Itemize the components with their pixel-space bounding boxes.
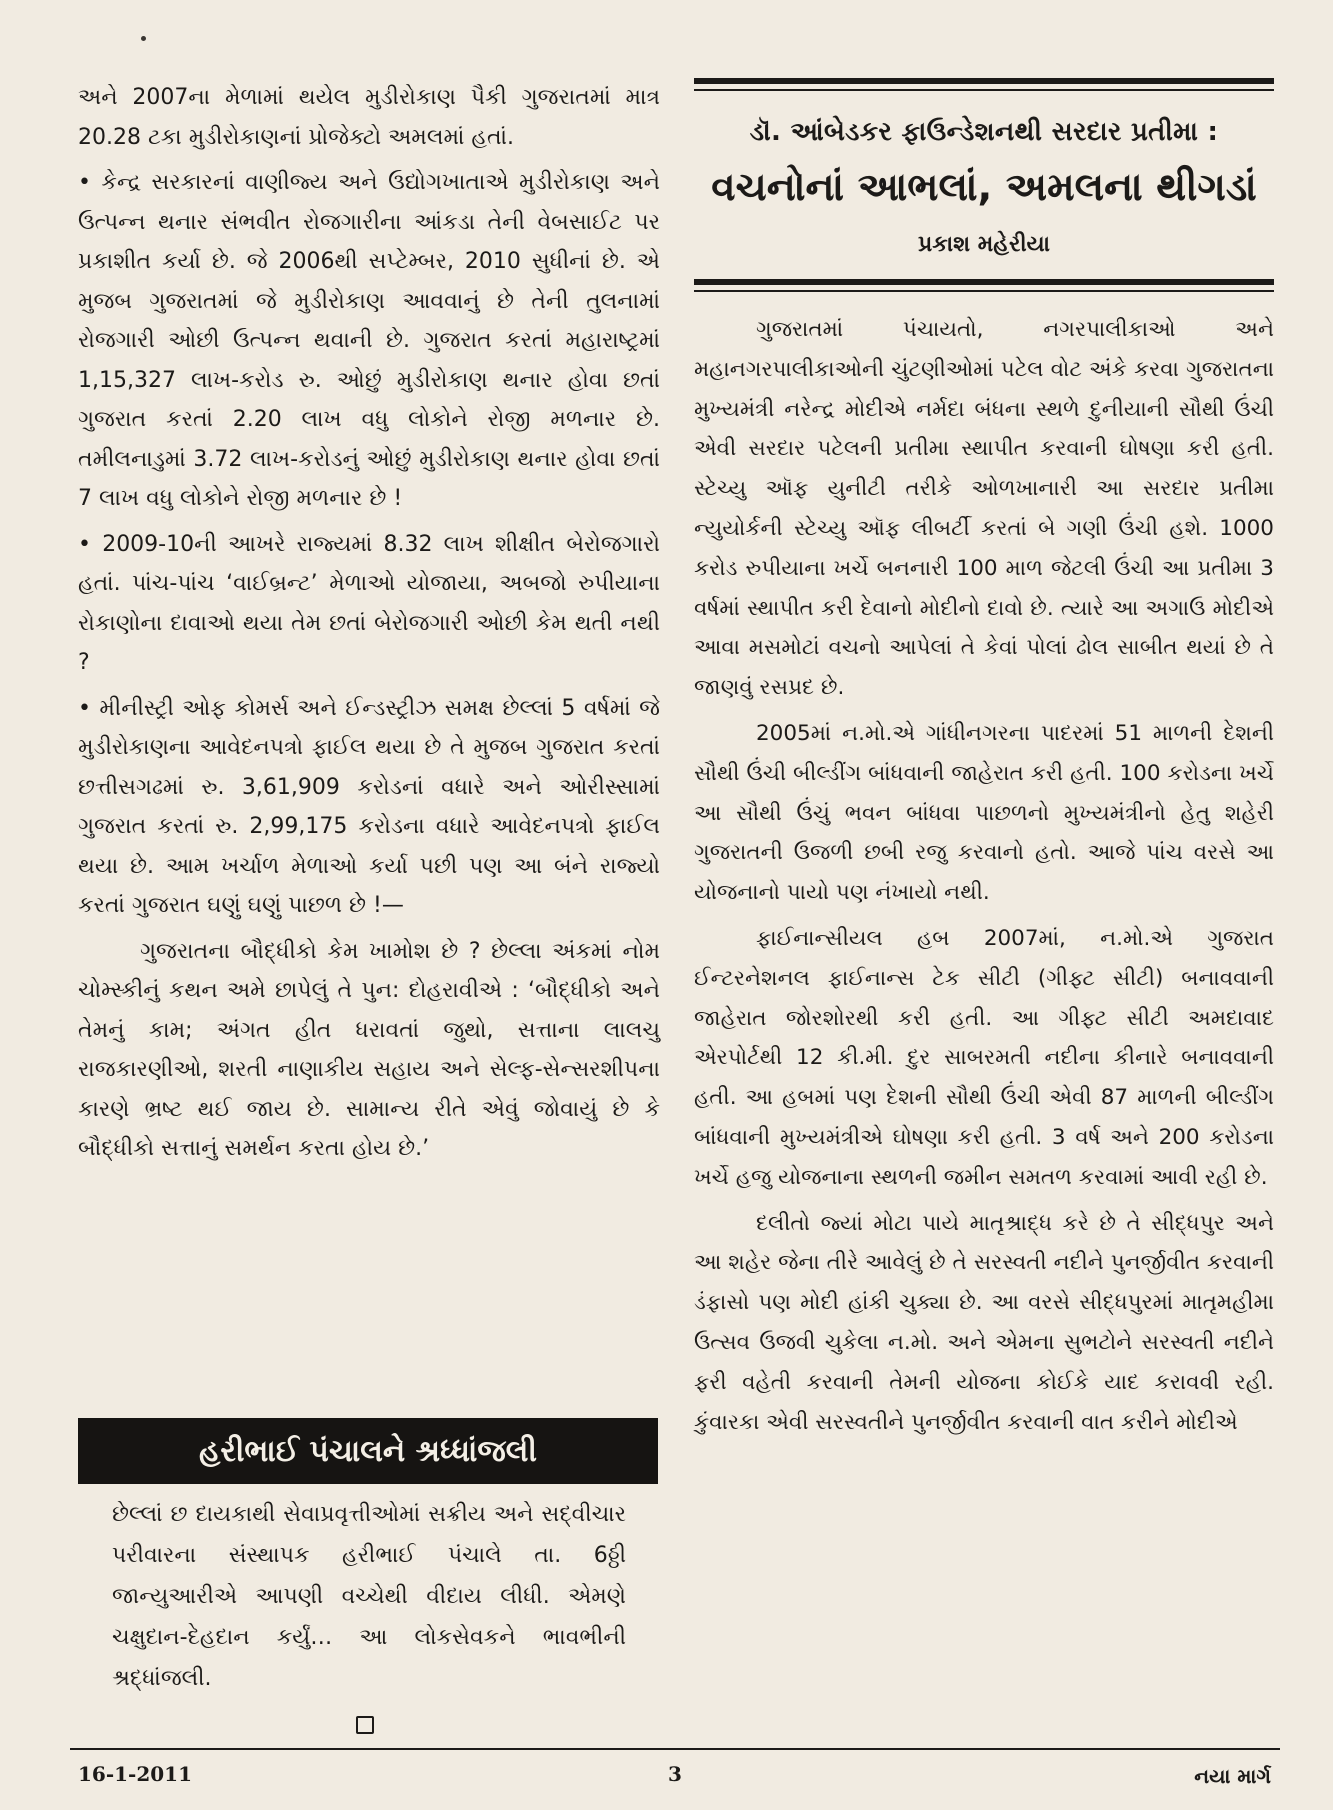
- top-rule-thick: [694, 78, 1274, 84]
- end-mark-icon: [356, 1716, 374, 1734]
- article-column: [694, 78, 1274, 1448]
- byline-rule-thick: [694, 279, 1274, 285]
- byline-rule-thin: [694, 290, 1274, 292]
- top-rule-thin: [694, 89, 1274, 91]
- footer-date: 16-1-2011: [78, 1762, 193, 1786]
- print-speck: [141, 36, 146, 41]
- article-kicker: ડૉ. આંબેડકર ફાઉન્ડેશનથી સરદાર પ્રતીમા :: [749, 117, 1219, 147]
- tribute-text: છેલ્લાં છ દાયકાથી સેવાપ્રવૃત્તીઓમાં સક્રીય અને સદ્‌વીચાર પરીવારના સંસ્થાપક હરીભાઈ પંચાલે તા. 6ઠ્ઠી જાન્યુઆરીએ આપણી વચ્ચેથી વીદાય લીધી. એમણે ચક્ષુદાન-દેહદાન કર્યું… આ લોકસેવકને ભાવભીની શ્રદ્ધાંજલી.: [112, 1502, 626, 1691]
- tribute-text-block: [112, 1494, 626, 1699]
- article-paragraph-1: ગુજરાતમાં પંચાયતો, નગરપાલીકાઓ અને મહાનગરપાલીકાઓની ચુંટણીઓમાં પટેલ વોટ અંકે કરવા ગુજરાતના મુખ્યમંત્રી નરેન્દ્ર મોદીએ નર્મદા બંધના સ્થળે દુનીયાની સૌથી ઉંચી એવી સરદાર પટેલની પ્રતીમા સ્થાપીત કરવાની ઘોષણા કરી હતી. સ્ટેચ્યુ ઑફ યુનીટી તરીકે ઓળખાનારી આ સરદાર પ્રતીમા ન્યુયોર્કની સ્ટેચ્યુ ઑફ લીબર્ટી કરતાં બે ગણી ઉંચી હશે. 1000 કરોડ રુપીયાના ખર્ચે બનનારી 100 માળ જેટલી ઉંચી આ પ્રતીમા 3 વર્ષમાં સ્થાપીત કરી દેવાનો મોદીનો દાવો છે. ત્યારે આ અગાઉ મોદીએ આવા મસમોટાં વચનો આપેલાં તે કેવાં પોલાં ઢોલ સાબીત થયાં છે તે જાણવું રસપ્રદ છે.: [694, 317, 1274, 701]
- left-paragraph-5: ગુજરાતના બૌદ્ધીકો કેમ ખામોશ છે ? છેલ્લા અંકમાં નોમ ચોમ્સ્કીનું કથન અમે છાપેલું તે પુન: દોહરાવીએ : ‘બૌદ્ધીકો અને તેમનું કામ; અંગત હીત ધરાવતાં જુથો, સત્તાના લાલચુ રાજકારણીઓ, શરતી નાણાકીય સહાય અને સેલ્ફ-સેન્સરશીપના કારણે ભ્રષ્ટ થઈ જાય છે. સામાન્ય રીતે એવું જોવાયું છે કે બૌદ્ધીકો સત્તાનું સમર્થન કરતા હોય છે.’: [78, 938, 660, 1161]
- article-paragraph-2: 2005માં ન.મો.એ ગાંધીનગરના પાદરમાં 51 માળની દેશની સૌથી ઉંચી બીલ્ડીંગ બાંધવાની જાહેરાત કરી હતી. 100 કરોડના ખર્ચે આ સૌથી ઉંચું ભવન બાંધવા પાછળનો મુખ્યમંત્રીનો હેતુ શહેરી ગુજરાતની ઉજળી છબી રજુ કરવાનો હતો. આજે પાંચ વરસે આ યોજનાનો પાયો પણ નંખાયો નથી.: [694, 720, 1274, 906]
- article-paragraph-3: ફાઈનાન્સીયલ હબ 2007માં, ન.મો.એ ગુજરાત ઈન્ટરનેશનલ ફાઈનાન્સ ટેક સીટી (ગીફ્ટ સીટી) બનાવવાની જાહેરાત જોરશોરથી કરી હતી. આ ગીફ્ટ સીટી અમદાવાદ એરપોર્ટથી 12 કી.મી. દુર સાબરમતી નદીના કીનારે બનાવવાની હતી. આ હબમાં પણ દેશની સૌથી ઉંચી એવી 87 માળની બીલ્ડીંગ બાંધવાની મુખ્યમંત્રીએ ઘોષણા કરી હતી. 3 વર્ષ અને 200 કરોડના ખર્ચે હજુ યોજનાના સ્થળની જમીન સમતળ કરવામાં આવી રહી છે.: [694, 925, 1274, 1190]
- left-paragraph-3: • 2009-10ની આખરે રાજ્યમાં 8.32 લાખ શીક્ષીત બેરોજગારો હતાં. પાંચ-પાંચ ‘વાઈબ્રન્ટ’ મેળાઓ યોજાયા, અબજો રુપીયાના રોકાણોના દાવાઓ થયા તેમ છતાં બેરોજગારી ઓછી કેમ થતી નથી ?: [78, 531, 660, 675]
- article-body: [694, 310, 1274, 1442]
- left-paragraph-1: અને 2007ના મેળામાં થયેલ મુડીરોકાણ પૈકી ગુજરાતમાં માત્ર 20.28 ટકા મુડીરોકાણનાં પ્રોજેક્ટો અમલમાં હતાં.: [78, 85, 660, 150]
- left-paragraph-2: • કેન્દ્ર સરકારનાં વાણીજ્ય અને ઉદ્યોગખાતાએ મુડીરોકાણ અને ઉત્પન્ન થનાર સંભવીત રોજગારીના આંકડા તેની વેબસાઈટ પર પ્રકાશીત કર્યા છે. જે 2006થી સપ્ટેમ્બર, 2010 સુધીનાં છે. એ મુજબ ગુજરાતમાં જે મુડીરોકાણ આવવાનું છે તેની તુલનામાં રોજગારી ઓછી ઉત્પન્ન થવાની છે. ગુજરાત કરતાં મહારાષ્ટ્રમાં 1,15,327 લાખ-કરોડ રુ. ઓછું મુડીરોકાણ થનાર હોવા છતાં ગુજરાત કરતાં 2.20 લાખ વધુ લોકોને રોજી મળનાર છે. તમીલનાડુમાં 3.72 લાખ-કરોડનું ઓછું મુડીરોકાણ થનાર હોવા છતાં 7 લાખ વધુ લોકોને રોજી મળનાર છે !: [78, 170, 660, 511]
- page-number: 3: [668, 1762, 682, 1786]
- left-paragraph-4: • મીનીસ્ટ્રી ઓફ કોમર્સ અને ઈન્ડસ્ટ્રીઝ સમક્ષ છેલ્લાં 5 વર્ષમાં જે મુડીરોકાણના આવેદનપત્રો ફાઈલ થયા છે તે મુજબ ગુજરાત કરતાં છત્તીસગઢમાં રુ. 3,61,909 કરોડનાં વધારે અને ઓરીસ્સામાં ગુજરાત કરતાં રુ. 2,99,175 કરોડના વધારે આવેદનપત્રો ફાઈલ થયા છે. આમ ખર્ચાળ મેળાઓ કર્યા પછી પણ આ બંને રાજ્યો કરતાં ગુજરાત ઘણું ઘણું પાછળ છે !—: [78, 695, 660, 918]
- left-column: [78, 78, 660, 1175]
- tribute-heading: હરીભાઈ પંચાલને શ્રધ્ધાંજલી: [78, 1418, 658, 1484]
- article-paragraph-4: દલીતો જ્યાં મોટા પાયે માતૃશ્રાદ્ધ કરે છે તે સીદ્ધપુર અને આ શહેર જેના તીરે આવેલું છે તે સરસ્વતી નદીને પુનર્જીવીત કરવાની ડંફાસો પણ મોદી હાંકી ચુક્યા છે. આ વરસે સીદ્ધપુરમાં માતૃમહીમા ઉત્સવ ઉજવી ચુકેલા ન.મો. અને એમના સુભટોને સરસ્વતી નદીને ફરી વહેતી કરવાની તેમની યોજના કોઈકે યાદ કરાવવી રહી. કુંવારકા એવી સરસ્વતીને પુનર્જીવીત કરવાની વાત કરીને મોદીએ: [694, 1210, 1274, 1435]
- footer-rule: [70, 1748, 1280, 1750]
- article-byline: પ્રકાશ મહેરીયા: [917, 232, 1051, 257]
- article-headline: વચનોનાં આભલાં, અમલના થીગડાં: [711, 165, 1257, 210]
- publication-name: નયા માર્ગ: [1194, 1764, 1271, 1788]
- byline-rule-block: [694, 279, 1274, 292]
